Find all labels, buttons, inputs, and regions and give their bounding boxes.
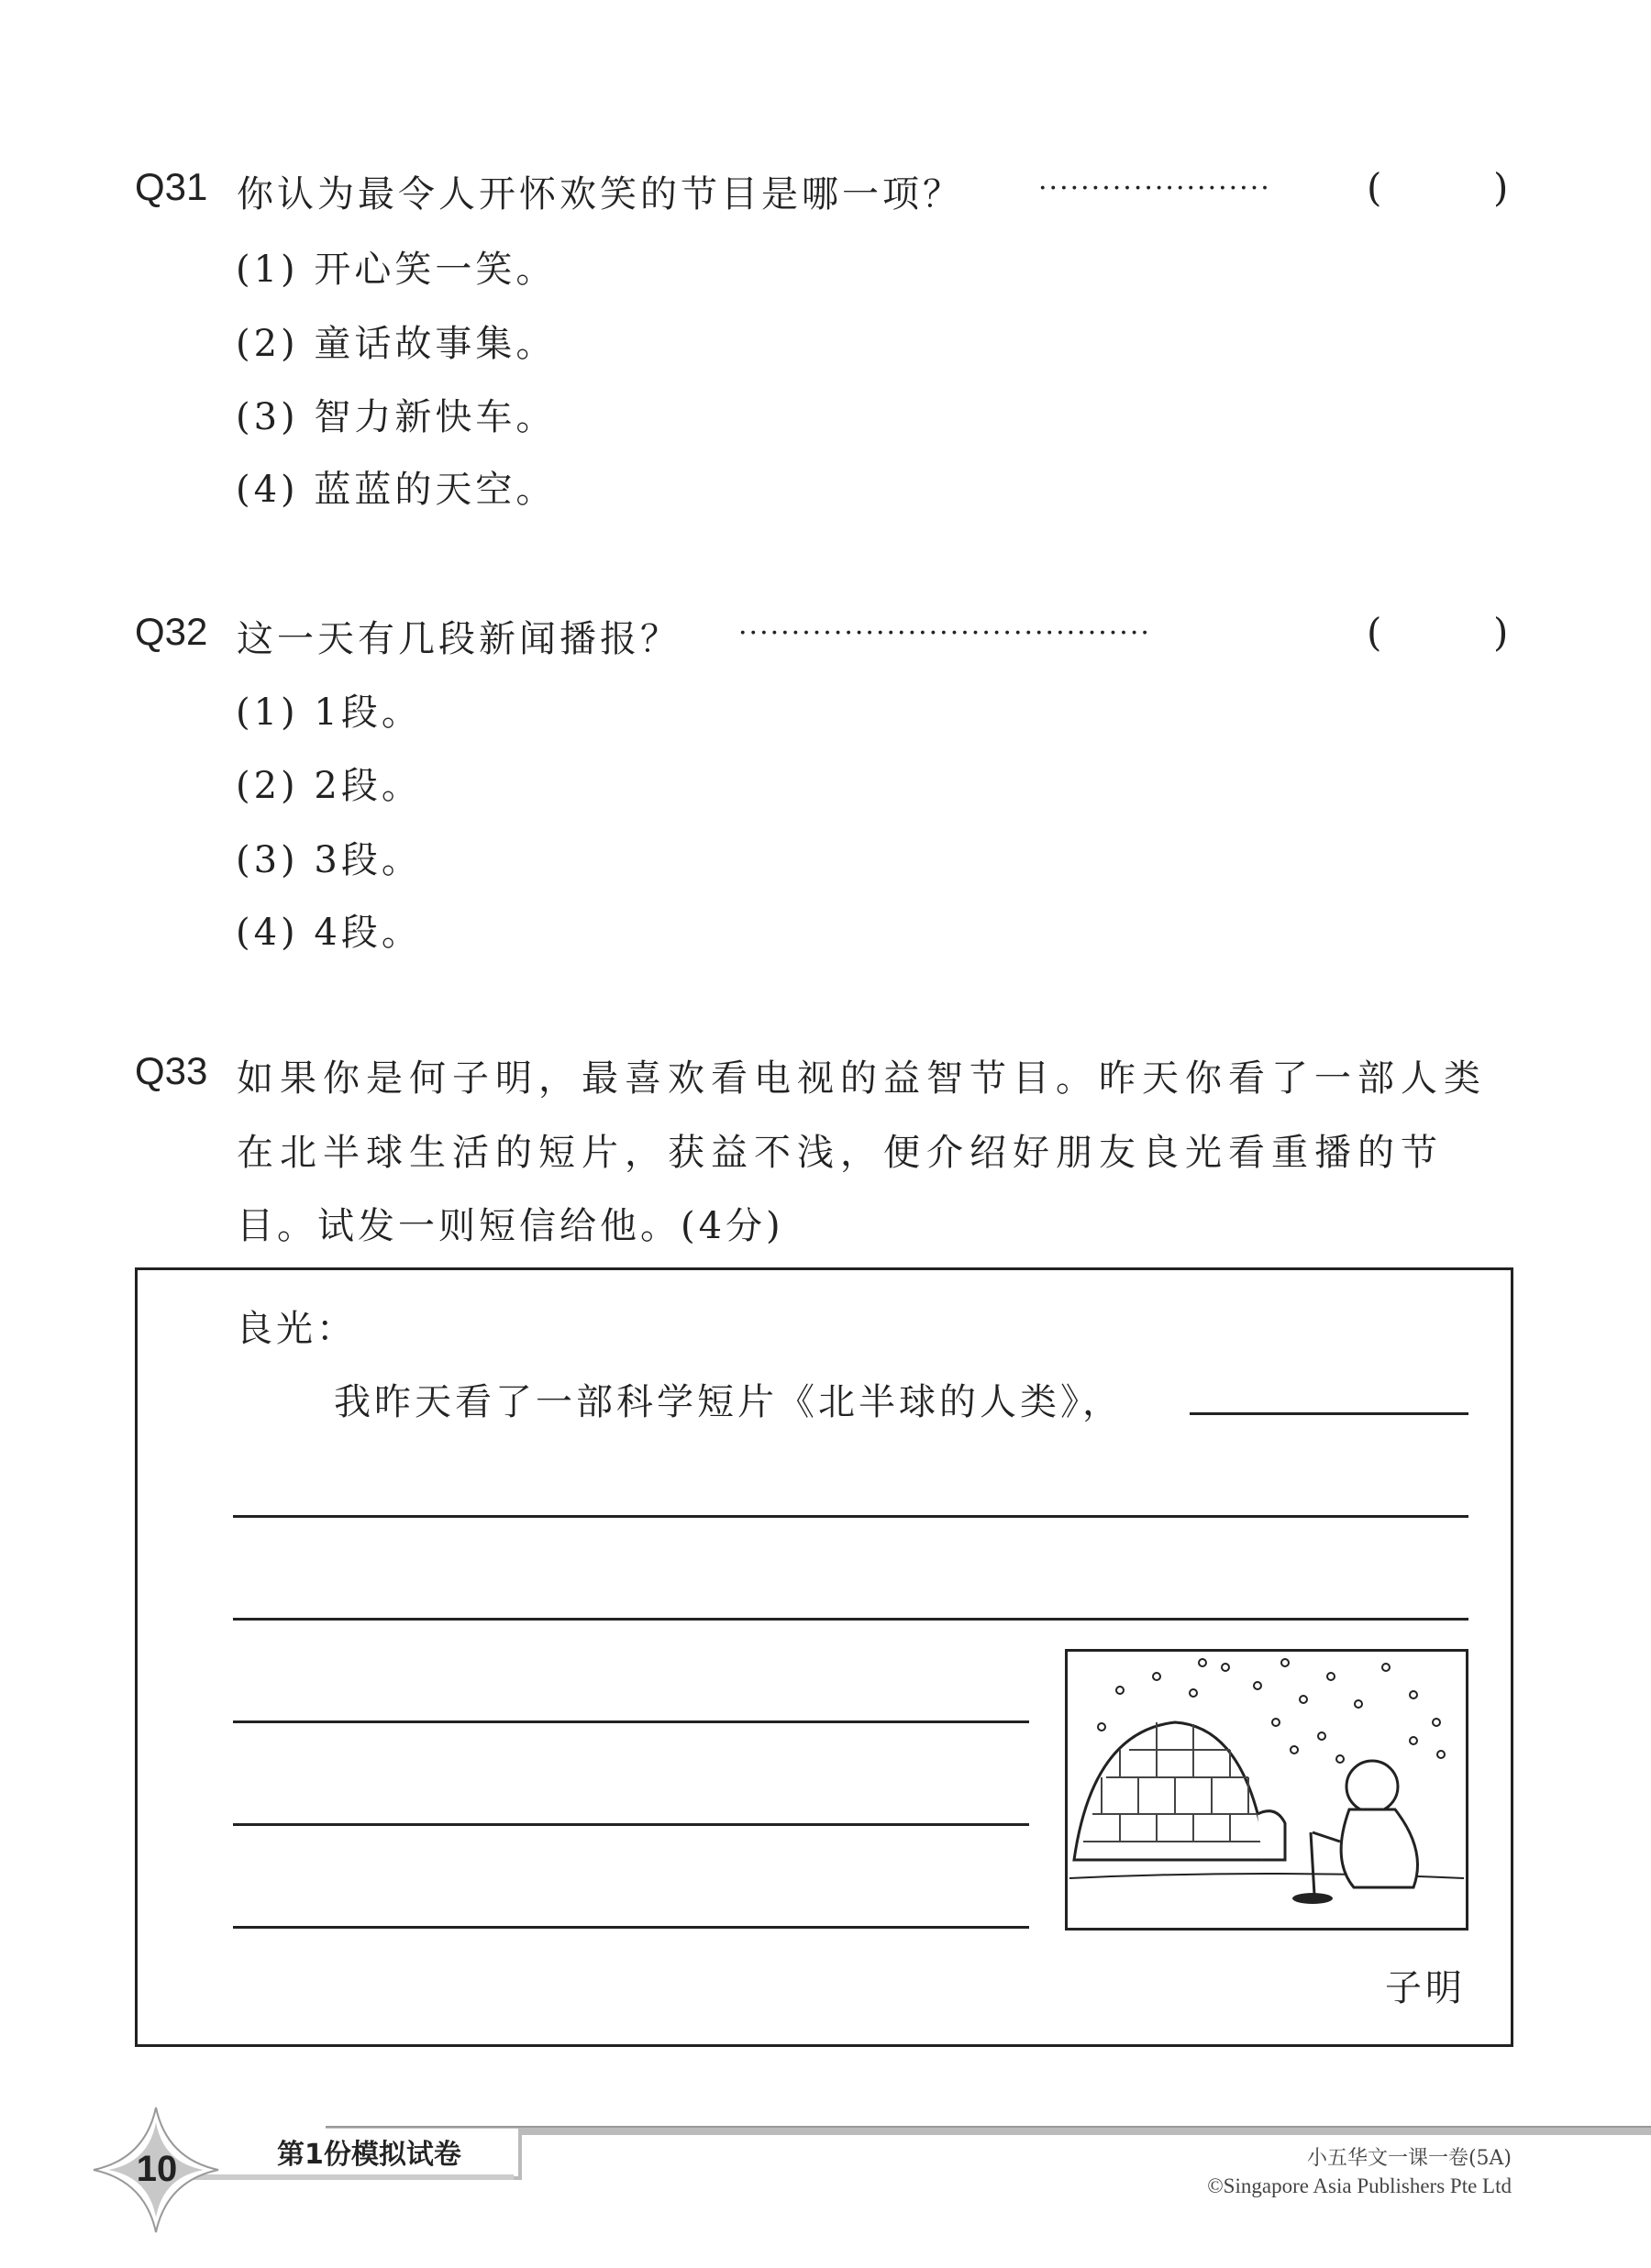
q31-text: 你认为最令人开怀欢笑的节目是哪一项？	[237, 173, 963, 216]
q33-label: Q33	[135, 1049, 208, 1092]
answer-line[interactable]	[233, 1618, 1468, 1621]
sms-greeting: 良光：	[236, 1308, 357, 1350]
q31-option: (4) 蓝蓝的天空。	[236, 469, 557, 511]
q32-answer-paren-open: (	[1367, 610, 1382, 655]
q32-answer-paren-close: )	[1493, 610, 1509, 655]
q31-option: (2) 童话故事集。	[236, 323, 557, 365]
q31-label: Q31	[135, 165, 208, 208]
q31-option: (1) 开心笑一笑。	[236, 249, 557, 291]
q32-option: (3) 3段。	[236, 839, 422, 881]
q33-text-line: 在北半球生活的短片，获益不浅，便介绍好朋友良光看重播的节	[237, 1132, 1444, 1174]
footer-rule	[326, 2126, 1651, 2135]
page-number: 10	[136, 2149, 178, 2189]
q33-text-line: 如果你是何子明，最喜欢看电视的益智节目。昨天你看了一部人类	[237, 1057, 1487, 1100]
sms-signature: 子明	[1385, 1967, 1466, 2009]
q32-option: (1) 1段。	[236, 691, 422, 734]
igloo-illustration	[1065, 1649, 1468, 1931]
q32-text: 这一天有几段新闻播报？	[237, 618, 681, 660]
answer-line[interactable]	[233, 1720, 1029, 1723]
q31-leader-dots: ······················	[1038, 172, 1271, 205]
sms-opening: 我昨天看了一部科学短片《北半球的人类》，	[334, 1381, 1123, 1423]
q33-text-line: 目。试发一则短信给他。(4分)	[237, 1205, 784, 1247]
q31-answer-paren-close: )	[1493, 165, 1509, 210]
answer-line[interactable]	[233, 1515, 1468, 1518]
copyright: ©Singapore Asia Publishers Pte Ltd	[1207, 2174, 1512, 2197]
q31-answer-paren-open: (	[1367, 165, 1382, 210]
q32-leader-dots: ·······································	[738, 617, 1151, 649]
q32-label: Q32	[135, 610, 208, 653]
book-title: 小五华文一课一卷(5A)	[1306, 2147, 1512, 2170]
answer-line[interactable]	[233, 1823, 1029, 1826]
q31-option: (3) 智力新快车。	[236, 396, 557, 438]
footer-section-title: 第1份模拟试卷	[277, 2139, 461, 2171]
q32-option: (4) 4段。	[236, 912, 422, 954]
answer-line[interactable]	[1190, 1412, 1468, 1415]
answer-line[interactable]	[233, 1926, 1029, 1929]
q32-option: (2) 2段。	[236, 765, 422, 807]
